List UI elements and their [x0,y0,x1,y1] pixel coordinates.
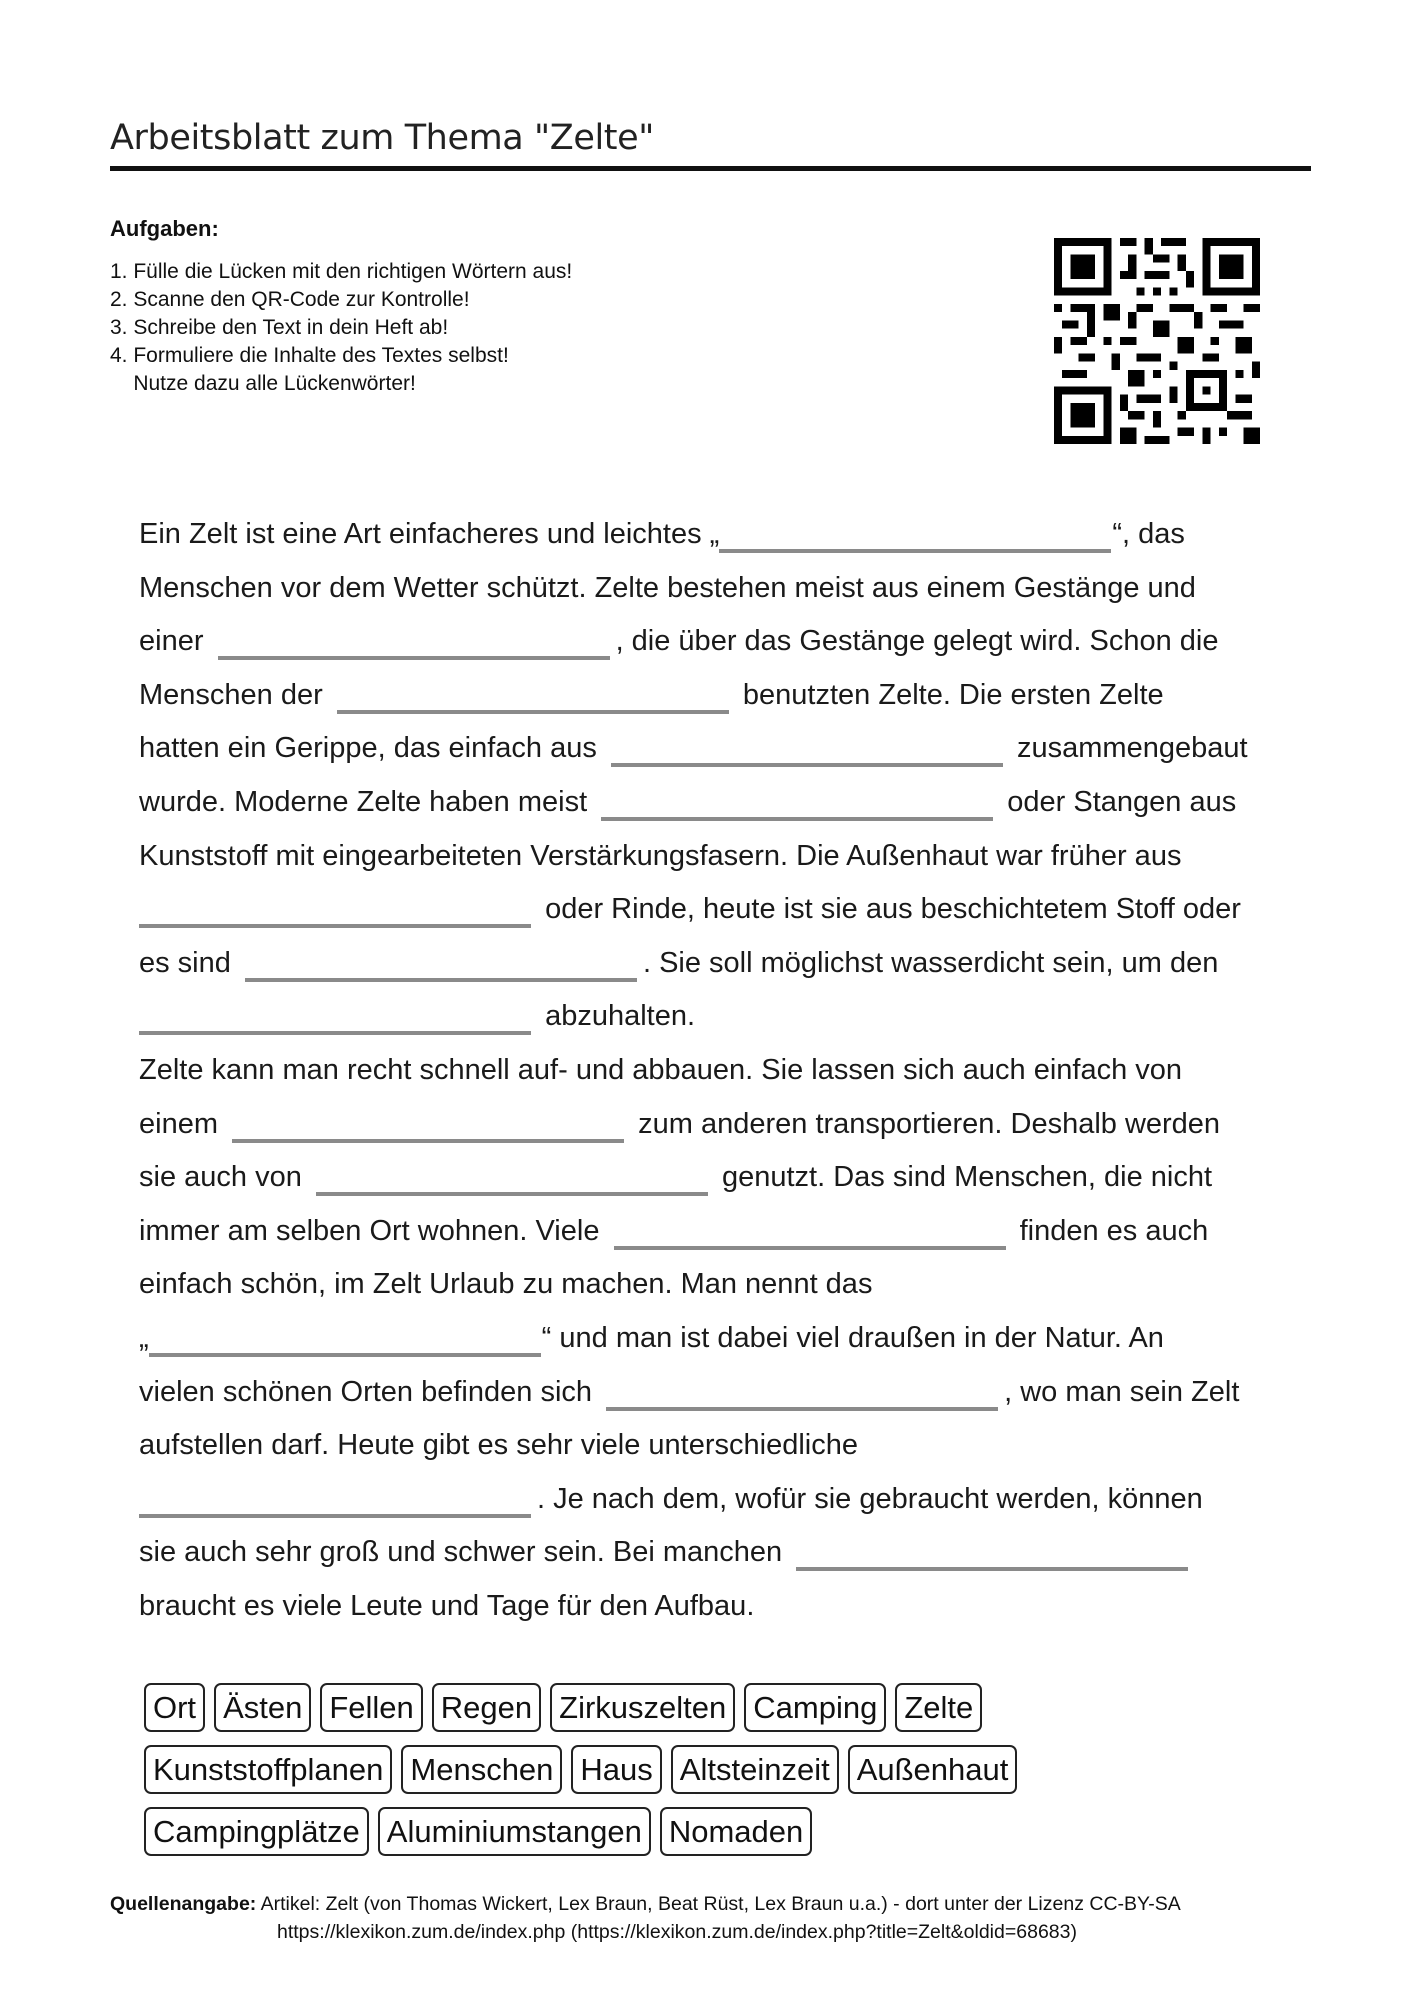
text-segment: Kunststoff mit eingearbeiteten Verstärkungsfasern. Die Außenhaut war früher aus [139,839,1182,872]
text-segment: einem [139,1107,218,1140]
text-line [139,1205,1319,1259]
text-line [139,722,1319,776]
blank-11[interactable] [614,1246,1006,1250]
text-line [139,562,1319,616]
word-chip[interactable]: Außenhaut [848,1745,1018,1794]
text-segment: “ und man ist dabei viel draußen in der Natur. An [541,1321,1164,1354]
title-divider [110,166,1311,171]
text-segment: sie auch sehr groß und schwer sein. Bei manchen [139,1536,783,1569]
word-chip[interactable]: Ort [144,1683,205,1732]
blank-8[interactable] [139,1031,531,1035]
source-text: Artikel: Zelt (von Thomas Wickert, Lex Braun, Beat Rüst, Lex Braun u.a.) - dort unter der Lizenz CC-BY-SA [256,1893,1181,1915]
text-line [139,1044,1319,1098]
word-chip[interactable]: Aluminiumstangen [378,1807,651,1856]
text-line [139,1366,1319,1420]
text-segment: sie auch von [139,1161,302,1194]
text-line [139,1473,1319,1527]
blank-9[interactable] [232,1139,624,1143]
text-segment: . Je nach dem, wofür sie gebraucht werden, können [537,1482,1203,1515]
text-segment: benutzten Zelte. Die ersten Zelte [742,678,1164,711]
qr-code-icon[interactable] [1054,238,1260,444]
text-segment: „ [139,1321,149,1354]
text-segment: , wo man sein Zelt [1004,1375,1240,1408]
text-line [139,615,1319,669]
word-chip[interactable]: Zirkuszelten [550,1683,735,1732]
text-segment: “, das [1112,518,1185,550]
text-line [139,830,1319,884]
text-segment: zusammengebaut [1017,732,1248,765]
word-bank-row [144,1683,1144,1733]
text-segment: Menschen der [139,678,323,711]
word-bank-row [144,1745,1144,1795]
text-segment: vielen schönen Orten befinden sich [139,1375,593,1408]
tasks-list [110,258,572,398]
word-chip[interactable]: Nomaden [660,1807,812,1856]
task-item: 4. Formuliere die Inhalte des Textes selbst! [110,344,509,367]
blank-4[interactable] [611,763,1003,767]
text-line [139,508,1319,562]
blank-10[interactable] [316,1192,708,1196]
word-chip[interactable]: Menschen [401,1745,562,1794]
text-segment: oder Rinde, heute ist sie aus beschichtetem Stoff oder [545,893,1241,926]
word-chip[interactable]: Zelte [895,1683,982,1732]
word-chip[interactable]: Ästen [214,1683,311,1732]
text-line [139,1151,1319,1205]
source-line [110,1890,1310,1918]
text-line [139,1258,1319,1312]
blank-3[interactable] [337,710,729,714]
text-line [139,1419,1319,1473]
text-segment: oder Stangen aus [1007,785,1237,818]
word-bank-row [144,1807,1144,1857]
text-segment: einer [139,625,204,658]
text-segment: braucht es viele Leute und Tage für den Aufbau. [139,1589,755,1622]
word-chip[interactable]: Haus [571,1745,661,1794]
text-line [139,776,1319,830]
word-chip[interactable]: Camping [744,1683,886,1732]
source-url[interactable]: https://klexikon.zum.de/index.php (https://klexikon.zum.de/index.php?title=Zelt&oldid=68683) [277,1921,1077,1943]
word-chip[interactable]: Campingplätze [144,1807,369,1856]
task-item: 2. Scanne den QR-Code zur Kontrolle! [110,288,470,311]
word-bank [144,1683,1144,1869]
text-segment: zum anderen transportieren. Deshalb werden [638,1107,1221,1140]
word-chip[interactable]: Kunststoffplanen [144,1745,392,1794]
blank-13[interactable] [606,1407,998,1411]
text-segment: finden es auch [1019,1214,1209,1247]
blank-2[interactable] [218,656,610,660]
text-segment: abzuhalten. [545,1000,696,1033]
text-segment: , die über das Gestänge gelegt wird. Schon die [615,625,1219,658]
text-line [139,1580,1319,1634]
source-citation [110,1890,1310,1946]
blank-6[interactable] [139,924,531,928]
text-segment: aufstellen darf. Heute gibt es sehr viele unterschiedliche [139,1429,858,1462]
text-segment: hatten ein Gerippe, das einfach aus [139,732,597,765]
task-item: Nutze dazu alle Lückenwörter! [110,372,416,395]
task-item: 1. Fülle die Lücken mit den richtigen Wörtern aus! [110,260,573,283]
text-segment: genutzt. Das sind Menschen, die nicht [721,1161,1213,1194]
blank-14[interactable] [139,1514,531,1518]
text-line [139,1526,1319,1580]
text-line [139,1312,1319,1366]
blank-15[interactable] [796,1567,1188,1571]
blank-7[interactable] [245,978,637,982]
text-segment: einfach schön, im Zelt Urlaub zu machen. Man nennt das [139,1268,873,1301]
text-segment: Zelte kann man recht schnell auf- und abbauen. Sie lassen sich auch einfach von [139,1053,1183,1086]
blank-12[interactable] [149,1353,541,1357]
text-line [139,669,1319,723]
text-line [139,883,1319,937]
text-segment: immer am selben Ort wohnen. Viele [139,1214,600,1247]
blank-1[interactable] [719,549,1111,553]
text-line [139,990,1319,1044]
text-segment: . Sie soll möglichst wasserdicht sein, um den [642,946,1219,979]
cloze-text [139,508,1319,1633]
source-label: Quellenangabe: [110,1893,257,1915]
page-title: Arbeitsblatt zum Thema "Zelte" [110,118,654,158]
text-segment: wurde. Moderne Zelte haben meist [139,785,588,818]
text-segment: Ein Zelt ist eine Art einfacheres und leichtes „ [139,518,720,550]
text-line [139,1098,1319,1152]
word-chip[interactable]: Altsteinzeit [671,1745,839,1794]
text-line [139,937,1319,991]
text-segment: Menschen vor dem Wetter schützt. Zelte bestehen meist aus einem Gestänge und [139,571,1196,604]
word-chip[interactable]: Fellen [320,1683,422,1732]
task-item: 3. Schreibe den Text in dein Heft ab! [110,316,449,339]
tasks-heading: Aufgaben: [110,216,219,241]
text-segment: es sind [139,946,231,979]
word-chip[interactable]: Regen [432,1683,541,1732]
blank-5[interactable] [601,817,993,821]
